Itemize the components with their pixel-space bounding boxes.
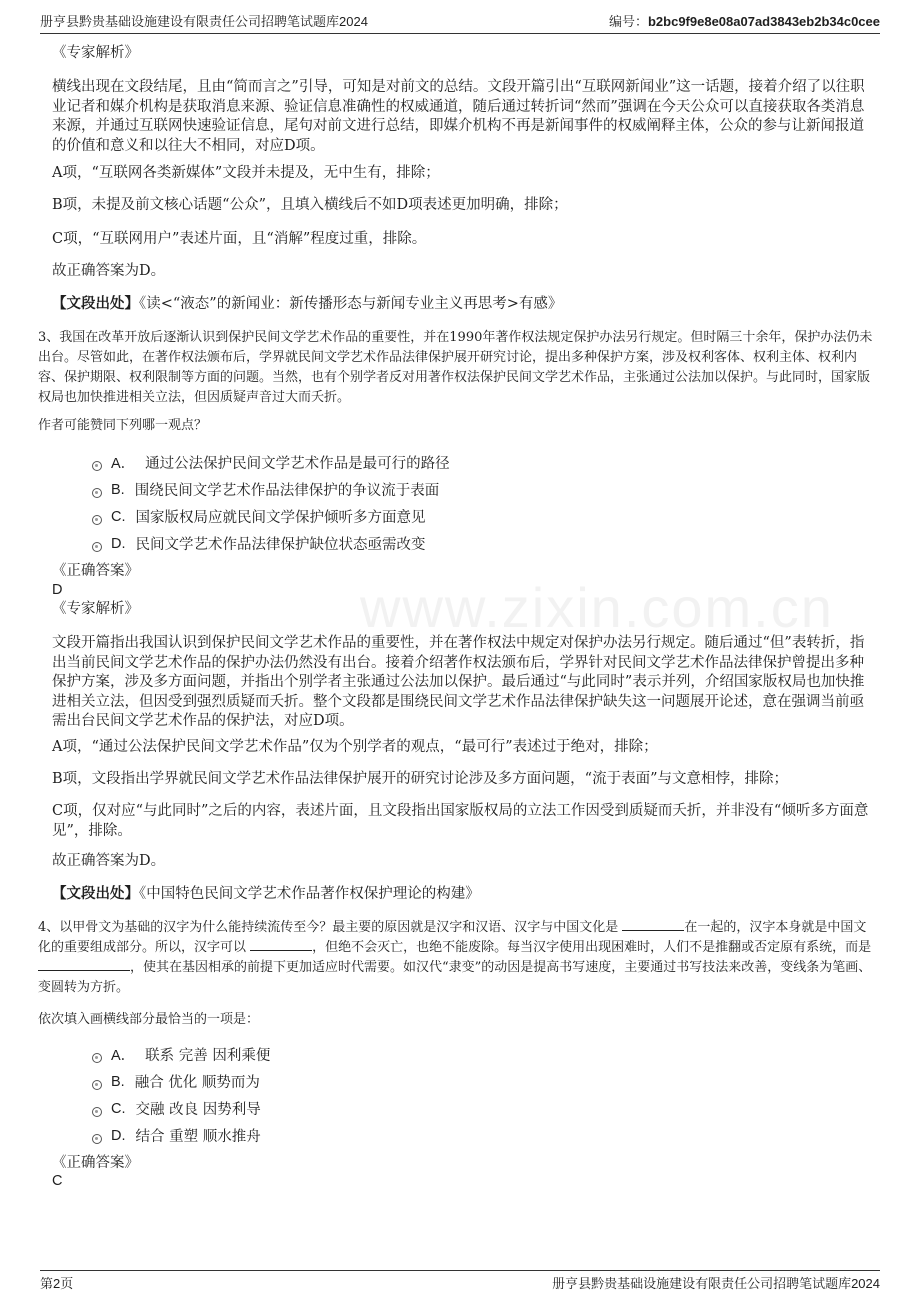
option-text: 民间文学艺术作品法律保护缺位状态亟需改变 xyxy=(135,537,426,553)
q4-stem-part2: 在一起的，汉字本身就是中国文化的重要组成部分。所以，汉字可以 xyxy=(38,920,867,955)
q4-blank-1 xyxy=(622,918,684,931)
q4-blank-3 xyxy=(38,958,130,971)
q2-option-a-explanation: A项，“互联网各类新媒体”文段并未提及，无中生有，排除； xyxy=(52,165,440,181)
option-text: 交融 改良 因势利导 xyxy=(135,1102,261,1118)
q4-question: 依次填入画横线部分最恰当的一项是： xyxy=(38,1012,260,1027)
q3-conclusion: 故正确答案为D。 xyxy=(52,853,166,869)
radio-icon[interactable] xyxy=(92,515,102,525)
footer-title: 册亨县黔贵基础设施建设有限责任公司招聘笔试题库2024 xyxy=(552,1276,880,1291)
header-code-value: b2bc9f9e8e08a07ad3843eb2b34c0cee xyxy=(647,14,880,29)
q3-option-a[interactable] xyxy=(92,452,450,473)
page-footer xyxy=(40,1270,880,1296)
q4-option-b[interactable] xyxy=(92,1071,260,1092)
q2-option-c-explanation: C项，“互联网用户”表述片面，且“消解”程度过重，排除。 xyxy=(52,231,427,247)
q3-option-a-explanation: A项，“通过公法保护民间文学艺术作品”仅为个别学者的观点，“最可行”表述过于绝对，排除； xyxy=(52,739,658,755)
q4-blank-2 xyxy=(250,938,312,951)
q3-option-b[interactable] xyxy=(92,479,439,500)
option-text: 联系 完善 因利乘便 xyxy=(145,1048,271,1064)
radio-icon[interactable] xyxy=(92,1107,102,1117)
q4-option-c[interactable] xyxy=(92,1098,261,1119)
watermark: www.zixin.com.cn xyxy=(360,576,834,639)
option-text: 融合 优化 顺势而为 xyxy=(134,1075,260,1091)
q3-option-c-explanation: C项，仅对应“与此同时”之后的内容，表述片面，且文段指出国家版权局的立法工作因受到质疑而夭折，并非没有“倾听多方面意见”，排除。 xyxy=(52,803,869,839)
radio-icon[interactable] xyxy=(92,1053,102,1063)
header-code-label: 编号： xyxy=(608,14,648,29)
footer-page-number: 第2页 xyxy=(40,1276,74,1291)
q4-stem-part4: ，使其在基因相承的前提下更加适应时代需要。如汉代“隶变”的动因是提高书写速度，主要通过书写技法来改善，变线条为笔画、变圆转为方折。 xyxy=(38,960,872,995)
q2-source-text: 《读<“液态”的新闻业：新传播形态与新闻专业主义再思考>有感》 xyxy=(139,296,563,312)
q3-option-d[interactable] xyxy=(92,533,426,554)
option-letter: D. xyxy=(111,1127,126,1144)
radio-icon[interactable] xyxy=(92,1134,102,1144)
q2-source-label: 【文段出处】 xyxy=(52,295,139,312)
q4-option-d[interactable] xyxy=(92,1125,261,1146)
radio-icon[interactable] xyxy=(92,1080,102,1090)
q4-option-a[interactable] xyxy=(92,1044,270,1065)
header-title: 册亨县黔贵基础设施建设有限责任公司招聘笔试题库2024 xyxy=(40,14,368,29)
q3-analysis-label: 《专家解析》 xyxy=(52,601,139,617)
q2-source xyxy=(52,294,874,315)
q4-stem-part1: 4、以甲骨文为基础的汉字为什么能持续流传至今？最主要的原因就是汉字和汉语、汉字与中国文化是 xyxy=(38,920,619,935)
q4-answer: C xyxy=(52,1173,63,1189)
option-text: 通过公法保护民间文学艺术作品是最可行的路径 xyxy=(145,456,450,472)
q3-source-label: 【文段出处】 xyxy=(52,885,139,902)
q2-analysis-label: 《专家解析》 xyxy=(52,45,139,61)
option-text: 结合 重塑 顺水推舟 xyxy=(135,1129,261,1145)
q3-source-text: 《中国特色民间文学艺术作品著作权保护理论的构建》 xyxy=(139,886,480,902)
option-letter: B. xyxy=(111,1073,125,1090)
option-letter: A． xyxy=(111,1048,136,1064)
option-letter: B. xyxy=(111,481,125,498)
radio-icon[interactable] xyxy=(92,461,102,471)
q3-analysis: 文段开篇指出我国认识到保护民间文学艺术作品的重要性，并在著作权法中规定对保护办法另行规定。随后通过“但”表转折，指出当前民间文学艺术作品的保护办法仍然没有出台。接着介绍著作权法颁布后，学界针对民间文学艺术作品法律保护曾提出多种保护方案，涉及多方面问题，并指出个别学者主张通过公法加以保护。最后通过“与此同时”表示并列，介绍国家版权局也加快推进相关立法，但因受到强烈质疑而夭折。整个文段都是围绕民间文学艺术作品法律保护缺失这一问题展开论述，意在强调当前亟需出台民间文学艺术作品的保护法，对应D项。 xyxy=(52,635,865,729)
q3-question: 作者可能赞同下列哪一观点？ xyxy=(38,418,208,433)
q3-option-c[interactable] xyxy=(92,506,426,527)
option-letter: C. xyxy=(111,508,126,525)
q4-stem xyxy=(38,918,874,998)
q3-stem: 3、我国在改革开放后逐渐认识到保护民间文学艺术作品的重要性，并在1990年著作权法规定保护办法另行规定。但时隔三十余年，保护办法仍未出台。尽管如此，在著作权法颁布后，学界就民间文学艺术作品法律保护展开研究讨论，提出多种保护方案，涉及权利客体、权利主体、权利内容、保护期限、权利限制等方面的问题。当然，也有个别学者反对用著作权法保护民间文学艺术作品，主张通过公法加以保护。与此同时，国家版权局也加快推进相关立法，但因质疑声音过大而夭折。 xyxy=(38,330,873,405)
radio-icon[interactable] xyxy=(92,542,102,552)
q3-answer-label: 《正确答案》 xyxy=(52,563,139,579)
q2-option-b-explanation: B项，未提及前文核心话题“公众”，且填入横线后不如D项表述更加明确，排除； xyxy=(52,197,568,213)
option-text: 围绕民间文学艺术作品法律保护的争议流于表面 xyxy=(134,483,440,499)
q4-stem-part3: ，但绝不会灭亡，也绝不能废除。每当汉字使用出现困难时，人们不是推翻或否定原有系统，而是 xyxy=(312,940,872,955)
option-text: 国家版权局应就民间文学保护倾听多方面意见 xyxy=(135,510,426,526)
radio-icon[interactable] xyxy=(92,488,102,498)
option-letter: C. xyxy=(111,1100,126,1117)
q3-source xyxy=(52,884,874,905)
q4-answer-label: 《正确答案》 xyxy=(52,1155,139,1171)
header-code xyxy=(609,11,880,30)
option-letter: A． xyxy=(111,456,136,472)
page-header xyxy=(40,8,880,34)
q3-option-b-explanation: B项，文段指出学界就民间文学艺术作品法律保护展开的研究讨论涉及多方面问题，“流于表面”与文意相悖，排除； xyxy=(52,771,788,787)
q2-conclusion: 故正确答案为D。 xyxy=(52,263,166,279)
q2-analysis: 横线出现在文段结尾，且由“简而言之”引导，可知是对前文的总结。文段开篇引出“互联网新闻业”这一话题，接着介绍了以往职业记者和媒介机构是获取消息来源、验证信息准确性的权威通道，随后通过转折词“然而”强调在今天公众可以直接获取各类消息来源，并通过互联网快速验证信息，尾句对前文进行总结，即媒介机构不再是新闻事件的权威阐释主体，公众的参与让新闻报道的价值和意义和以往大不相同，对应D项。 xyxy=(52,79,865,154)
q3-answer: D xyxy=(52,582,63,598)
option-letter: D. xyxy=(111,535,126,552)
